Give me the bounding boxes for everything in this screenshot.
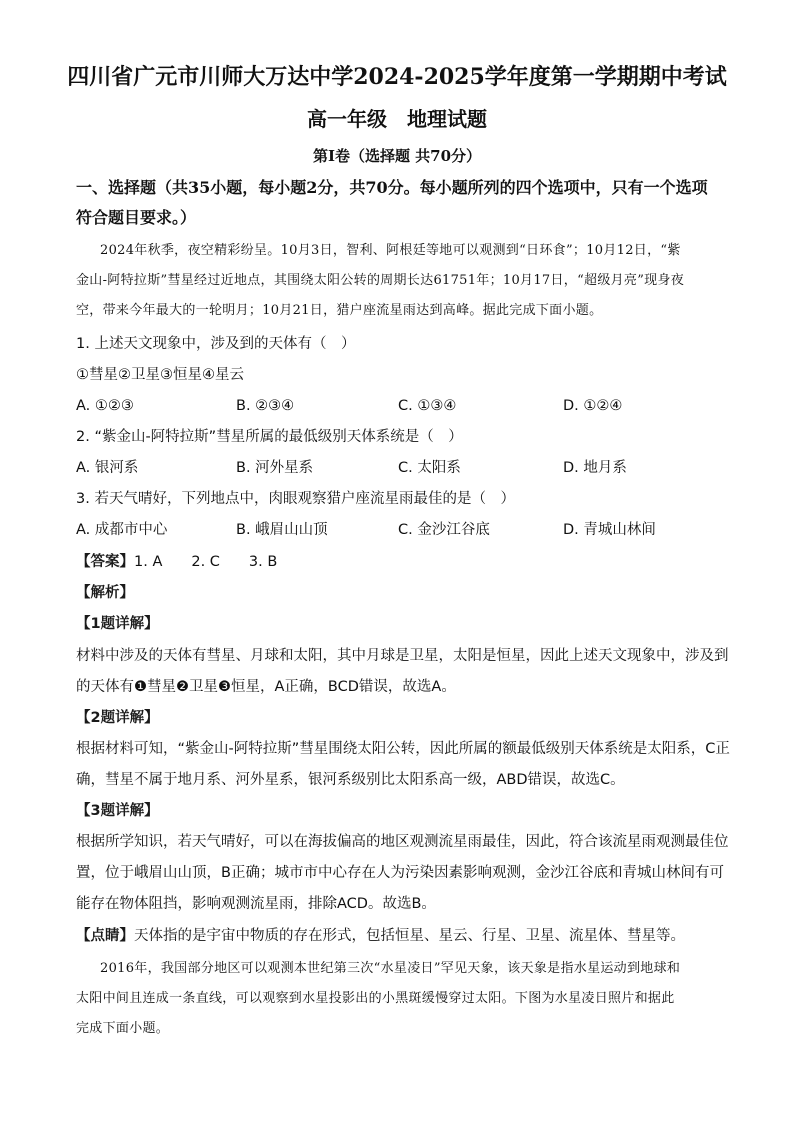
material2-line3: 完成下面小题。 [76, 1021, 170, 1036]
q3-option-d: D. 青城山林间 [563, 522, 656, 538]
section-instruction-line2: 符合题目要求。） [76, 208, 197, 227]
exam-title: 四川省广元市川师大万达中学2024-2025学年度第一学期期中考试 [67, 64, 727, 90]
q1-options [76, 395, 716, 417]
detail3-line2: 置，位于峨眉山山顶，B正确；城市市中心存在人为污染因素影响观测，金沙江谷底和青城山林间有可 [76, 865, 724, 881]
material1-line2: 金山-阿特拉斯”彗星经过近地点，其围绕太阳公转的周期长达61751年；10月17日，“超级月亮”现身夜 [76, 273, 685, 288]
q2-options [76, 457, 716, 479]
q2-option-c: C. 太阳系 [398, 460, 461, 476]
q2-stem: 2. “紫金山-阿特拉斯”彗星所属的最低级别天体系统是（ ） [76, 429, 463, 445]
answer-values: 1. A 2. C 3. B [134, 554, 278, 570]
q2-option-d: D. 地月系 [563, 460, 627, 476]
material2-line2: 太阳中间且连成一条直线，可以观察到水星投影出的小黑斑缓慢穿过太阳。下图为水星凌日照片和据此 [76, 991, 675, 1006]
q1-stem: 1. 上述天文现象中，涉及到的天体有（ ） [76, 336, 356, 352]
q1-option-c: C. ①③④ [398, 398, 457, 414]
material1-line3: 空，带来今年最大的一轮明月；10月21日，猎户座流星雨达到高峰。据此完成下面小题。 [76, 303, 603, 318]
analysis-label: 【解析】 [76, 585, 134, 601]
detail1-line1: 材料中涉及的天体有彗星、月球和太阳，其中月球是卫星，太阳是恒星，因此上述天文现象中，涉及到 [76, 648, 729, 664]
detail2-line2: 确，彗星不属于地月系、河外星系，银河系级别比太阳系高一级，ABD错误，故选C。 [76, 772, 625, 788]
answer-label: 【答案】 [76, 554, 134, 570]
q2-option-b: B. 河外星系 [236, 460, 314, 476]
detail3-label: 【3题详解】 [76, 803, 159, 819]
material2-line1: 2016年，我国部分地区可以观测本世纪第三次“水星凌日”罕见天象，该天象是指水星运动到地球和 [100, 961, 681, 976]
section-instruction-line1: 一、选择题（共35小题，每小题2分，共70分。每小题所列的四个选项中，只有一个选项 [76, 178, 708, 197]
detail1-label: 【1题详解】 [76, 616, 159, 632]
material1-line1: 2024年秋季，夜空精彩纷呈。10月3日，智利、阿根廷等地可以观测到“日环食”；10月12日，“紫 [100, 243, 681, 258]
q1-option-a: A. ①②③ [76, 398, 134, 414]
tip-label: 【点睛】 [76, 928, 134, 944]
q3-stem: 3. 若天气晴好，下列地点中，肉眼观察猎户座流星雨最佳的是（ ） [76, 491, 515, 507]
q3-option-a: A. 成都市中心 [76, 522, 168, 538]
q1-substatement: ①彗星②卫星③恒星④星云 [76, 367, 244, 383]
detail3-line1: 根据所学知识，若天气晴好，可以在海拔偏高的地区观测流星雨最佳，因此，符合该流星雨观测最佳位 [76, 834, 729, 850]
q3-option-b: B. 峨眉山山顶 [236, 522, 328, 538]
tip-text: 天体指的是宇宙中物质的存在形式，包括恒星、星云、行星、卫星、流星体、彗星等。 [134, 928, 685, 944]
answer-line [76, 551, 277, 573]
detail2-label: 【2题详解】 [76, 710, 159, 726]
q1-option-b: B. ②③④ [236, 398, 295, 414]
q2-option-a: A. 银河系 [76, 460, 139, 476]
q1-option-d: D. ①②④ [563, 398, 623, 414]
detail2-line1: 根据材料可知，“紫金山-阿特拉斯”彗星围绕太阳公转，因此所属的额最低级别天体系统是太阳系，C正 [76, 741, 730, 757]
part-heading: 第Ⅰ卷（选择题 共70分） [312, 147, 482, 165]
detail1-line2: 的天体有❶彗星❷卫星❸恒星，A正确，BCD错误，故选A。 [76, 679, 456, 695]
detail3-line3: 能存在物体阻挡，影响观测流星雨，排除ACD。故选B。 [76, 896, 436, 912]
tip-line [76, 925, 685, 947]
q3-option-c: C. 金沙江谷底 [398, 522, 490, 538]
q3-options [76, 519, 716, 541]
exam-subtitle: 高一年级 地理试题 [307, 107, 487, 131]
